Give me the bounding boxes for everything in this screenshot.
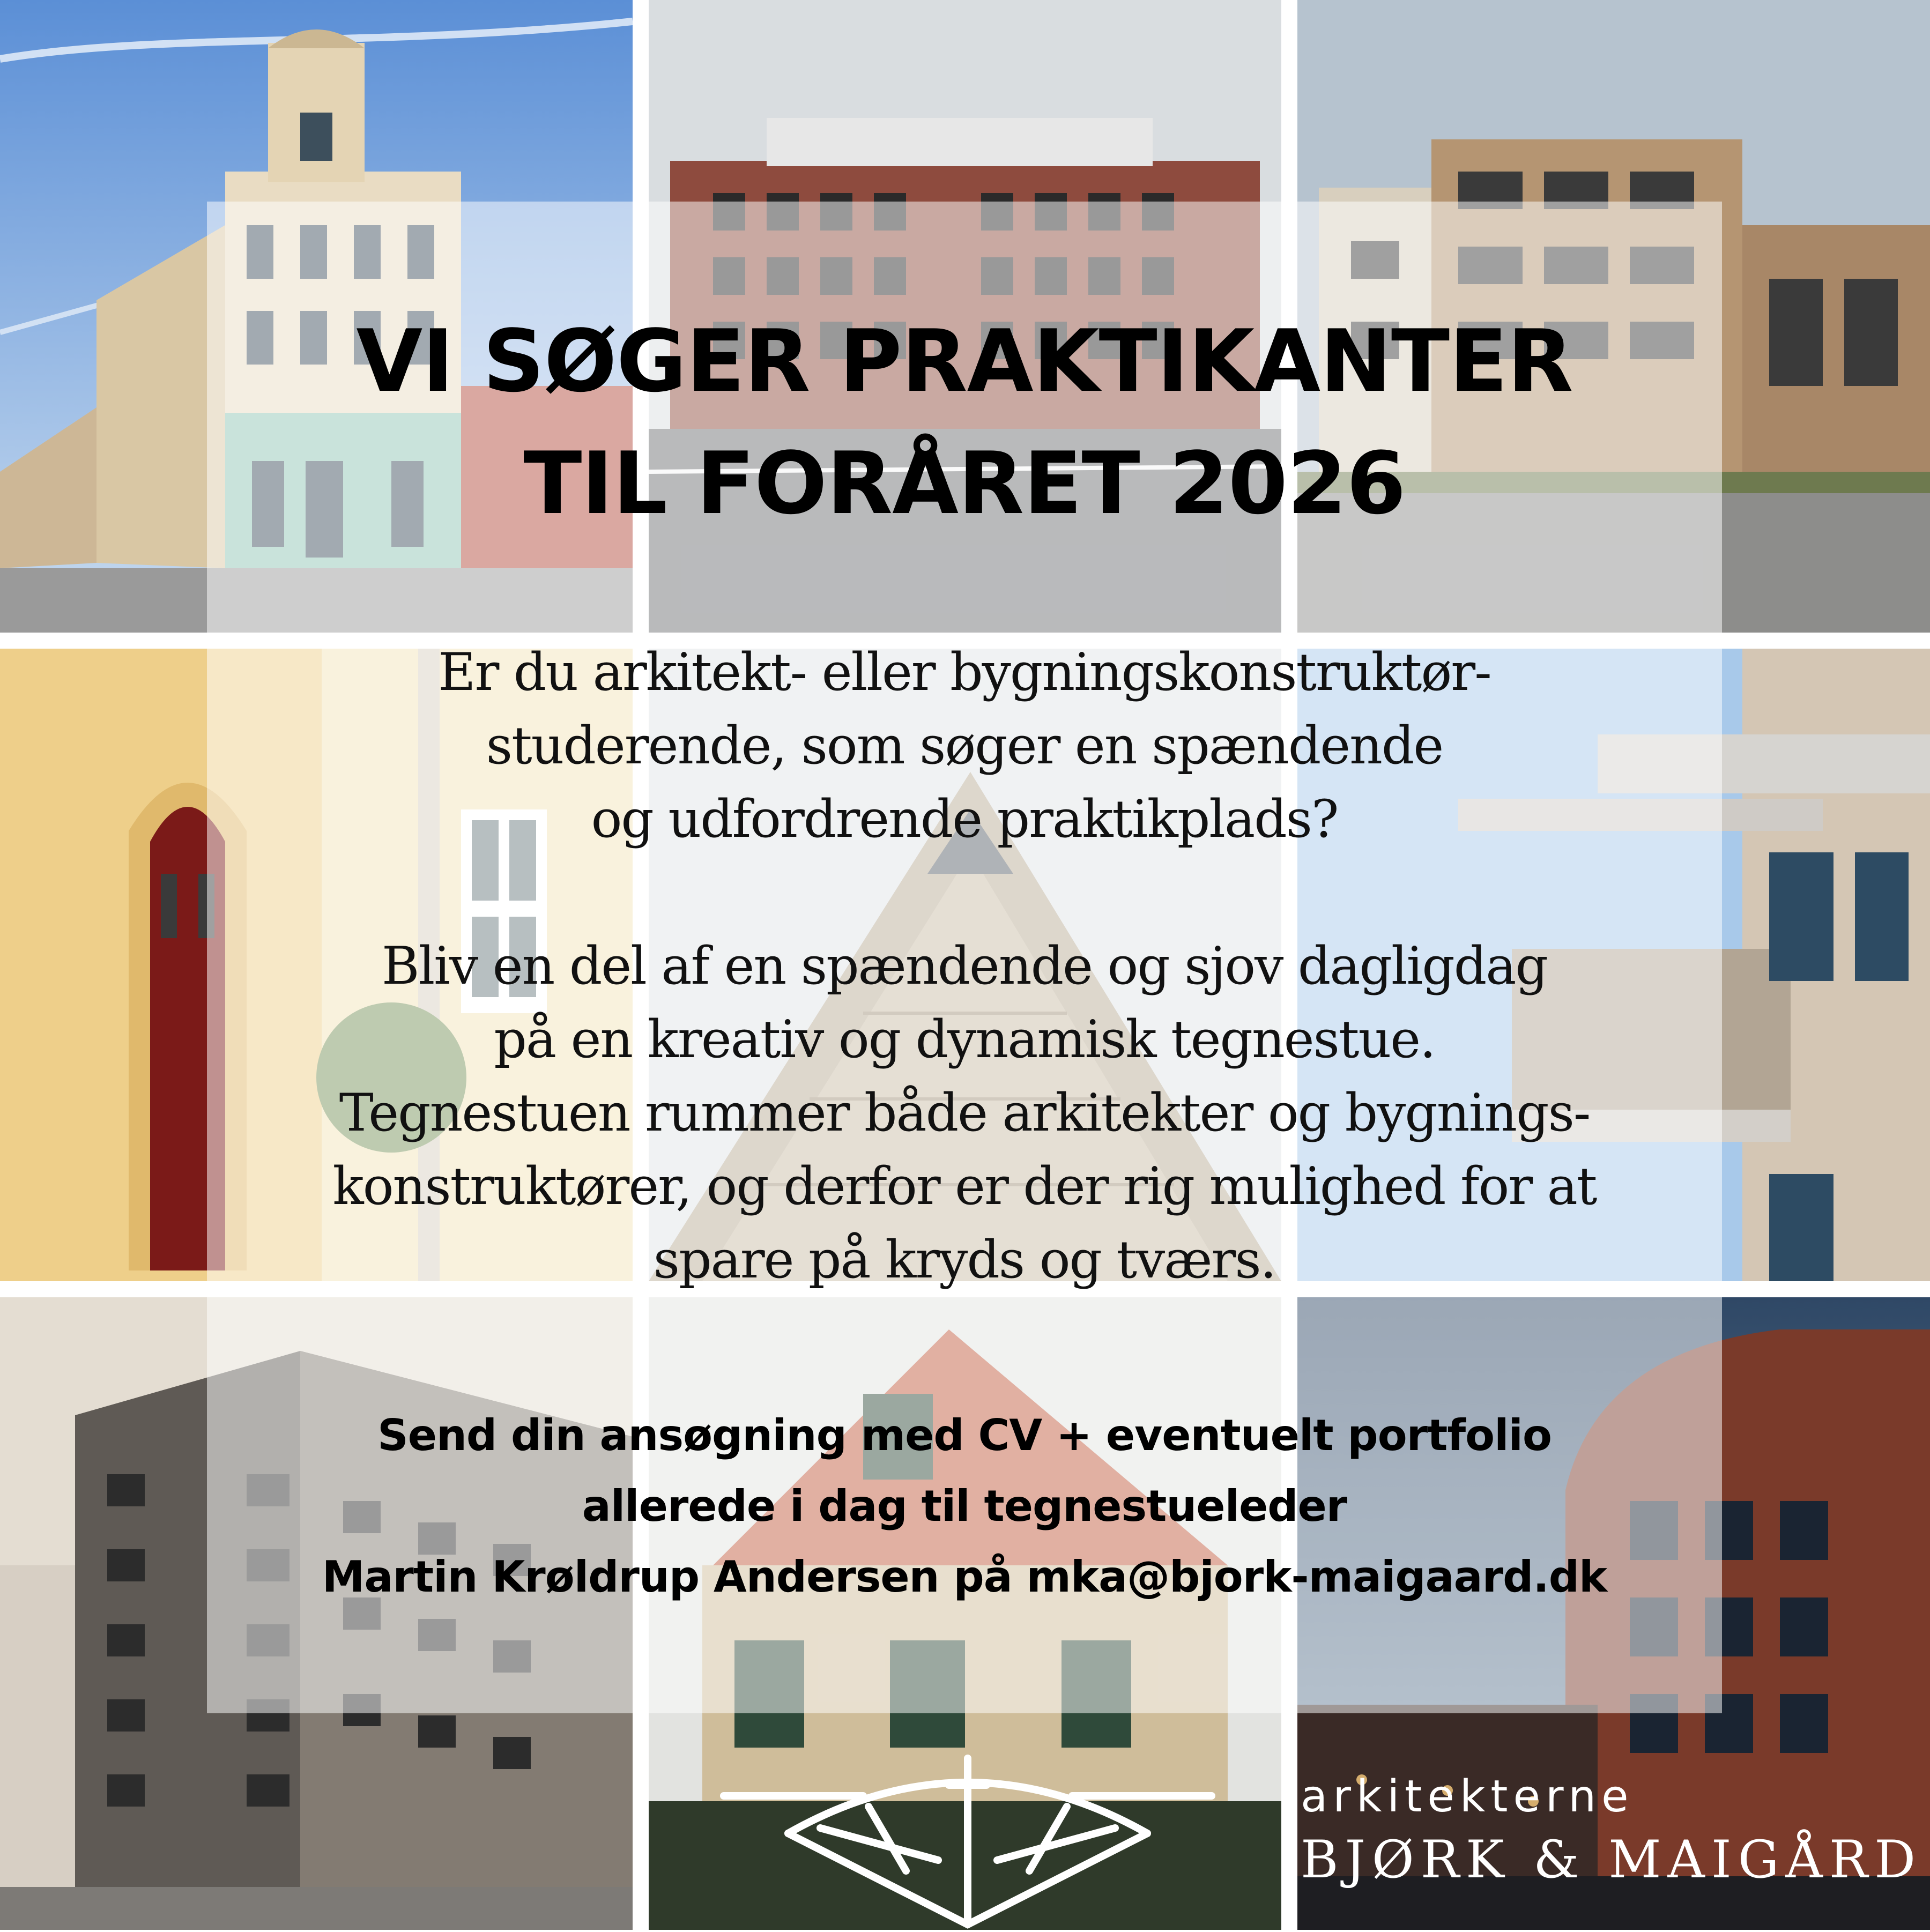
description-line-4: konstruktører, og derfor er der rig mulighed for at: [332, 1156, 1597, 1216]
intro-line-2: studerende, som søger en spændende: [486, 716, 1443, 776]
headline: [207, 300, 1722, 545]
body-text: [207, 636, 1722, 1297]
call-to-action: [207, 1400, 1722, 1613]
logo-line-2: BJØRK & MAIGÅRD: [1301, 1830, 1922, 1890]
logo-line-1: arkitekterne: [1301, 1771, 1634, 1822]
intro-line-3: og udfordrende praktikplads?: [591, 789, 1338, 849]
cta-line-2: allerede i dag til tegnestueleder: [582, 1481, 1347, 1531]
headline-line-2: TIL FORÅRET 2026: [523, 433, 1406, 533]
description-line-3: Tegnestuen rummer både arkitekter og bygnings-: [339, 1083, 1590, 1143]
description-line-2: på en kreativ og dynamisk tegnestue.: [494, 1009, 1435, 1069]
description-line-5: spare på kryds og tværs.: [653, 1230, 1276, 1290]
paragraph-gap: [207, 856, 1722, 930]
arch-compass-logo-icon: [713, 1753, 1222, 1930]
description-line-1: Bliv en del af en spændende og sjov dagligdag: [382, 936, 1547, 996]
cta-line-3: Martin Krøldrup Andersen på mka@bjork-maigaard.dk: [322, 1552, 1607, 1602]
intro-line-1: Er du arkitekt- eller bygningskonstruktør-: [438, 642, 1491, 702]
cta-line-1: Send din ansøgning med CV + eventuelt portfolio: [377, 1410, 1552, 1460]
company-logo: [1301, 1767, 1922, 1892]
headline-line-1: VI SØGER PRAKTIKANTER: [356, 311, 1573, 411]
